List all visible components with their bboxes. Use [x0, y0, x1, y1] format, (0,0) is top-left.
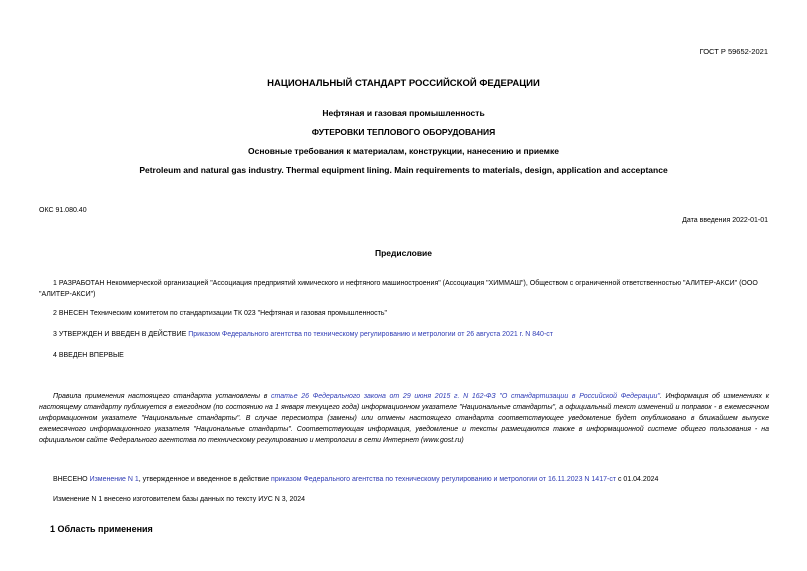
- document-subtitle: Основные требования к материалам, конструкции, нанесению и приемке: [248, 146, 559, 156]
- rules-prefix: Правила применения настоящего стандарта установлены в: [53, 393, 272, 400]
- national-standard-heading: НАЦИОНАЛЬНЫЙ СТАНДАРТ РОССИЙСКОЙ ФЕДЕРАЦИИ: [267, 78, 540, 89]
- approved-prefix: 3 УТВЕРЖДЕН И ВВЕДЕН В ДЕЙСТВИЕ: [53, 331, 189, 338]
- industry-heading: Нефтяная и газовая промышленность: [322, 108, 485, 118]
- section-1-heading: 1 Область применения: [50, 524, 153, 534]
- federal-law-link[interactable]: статье 26 Федерального закона от 29 июня 2015 г. N 162-ФЗ "О стандартизации в Российской Федерации": [271, 393, 660, 400]
- amendment-prefix: ВНЕСЕНО: [53, 476, 90, 483]
- foreword-heading: Предисловие: [374, 248, 433, 258]
- change-1-link[interactable]: Изменение N 1: [89, 476, 139, 483]
- rules-suffix: . Информация об изменениях к настоящему стандарту публикуется в ежегодном (по состоянию на 1 января текущего года) информационном указателе "Национальные стандарты", а официальный текст изменений и поправок - в ежемесячном информационном указателе "Национальные стандарты". В случае пересмотра (замены) или отмены настоящего стандарта соответствующее уведомление будет опубликовано в ближайшем выпуске ежемесячного информационного указателя "Национальные стандарты". Соответствующая информация, уведомление и тексты размещаются также в информационной системе общего пользования - на официальном сайте Федерального агентства по техническому регулированию и метрологии в сети Интернет (www.gost.ru): [39, 393, 770, 444]
- standard-code: ГОСТ Р 59652-2021: [699, 47, 768, 56]
- foreword-item-approved: [39, 329, 553, 340]
- foreword-item-first-introduced: 4 ВВЕДЕН ВПЕРВЫЕ: [53, 352, 124, 359]
- amendment-suffix: с 01.04.2024: [616, 476, 659, 483]
- approval-order-link[interactable]: Приказом Федерального агентства по техническому регулированию и метрологии от 26 августа 2021 г. N 840-ст: [188, 331, 553, 338]
- oks-code: ОКС 91.080.40: [39, 207, 87, 214]
- amendment-order-link[interactable]: приказом Федерального агентства по техническому регулированию и метрологии от 16.11.2023 N 1417-ст: [271, 476, 617, 483]
- introduction-date: Дата введения 2022-01-01: [682, 217, 768, 224]
- foreword-item-submitted: 2 ВНЕСЕН Техническим комитетом по стандартизации ТК 023 "Нефтяная и газовая промышленность": [53, 310, 387, 317]
- english-title: Petroleum and natural gas industry. Thermal equipment lining. Main requirements to materials, design, application and acceptance: [139, 165, 668, 175]
- application-rules-note: [39, 391, 769, 446]
- foreword-item-developed: 1 РАЗРАБОТАН Некоммерческой организацией "Ассоциация предприятий химического и нефтяного машиностроения" (Ассоциация "ХИММАШ"), Обществом с ограниченной ответственностью "АЛИТЕР-АКСИ" (ООО "АЛИТЕР-АКСИ"): [39, 280, 758, 298]
- document-title: ФУТЕРОВКИ ТЕПЛОВОГО ОБОРУДОВАНИЯ: [311, 127, 496, 137]
- amendment-line: [39, 474, 658, 485]
- amendment-middle: , утвержденное и введенное в действие: [138, 476, 272, 483]
- amendment-note: Изменение N 1 внесено изготовителем базы данных по тексту ИУС N 3, 2024: [53, 496, 306, 503]
